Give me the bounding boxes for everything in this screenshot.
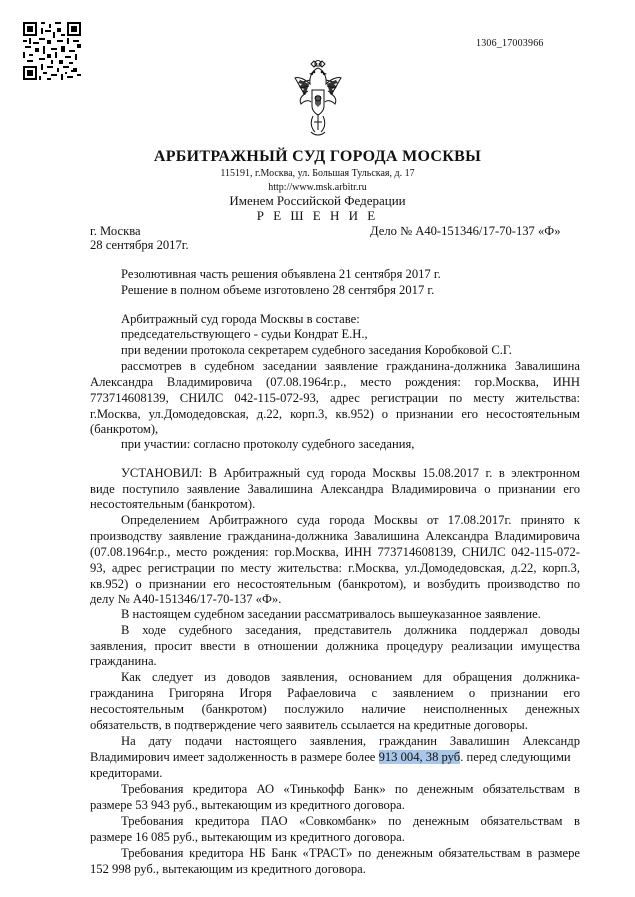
body-line-14: Как следует из доводов заявления, основанием для обращения должника-	[121, 670, 580, 684]
composition-line-6: 773714608139, СНИЛС 042-115-072-93, адрес регистрации по месту жительства:	[90, 391, 580, 405]
body-line-1: УСТАНОВИЛ: В Арбитражный суд города Москвы 15.08.2017 г. в электронном	[121, 466, 580, 480]
body-line-15: гражданина Григоряна Игоря Рафаеловича с заявлением о признании его	[90, 686, 580, 700]
court-website: http://www.msk.arbitr.ru	[268, 182, 367, 193]
qr-code	[23, 22, 81, 80]
body-line-11: В ходе судебного заседания, представитель должника поддержал доводы	[121, 623, 580, 637]
body-line-16: несостоятельным (банкротом) послужило наличие неисполненных денежных	[90, 702, 580, 716]
composition-line-8: (банкротом),	[90, 422, 159, 436]
body-line-24: размере 16 085 руб., вытекающим из кредитного договора.	[90, 830, 405, 844]
document-id: 1306_17003966	[476, 38, 544, 49]
body-line-5: производству заявление гражданина-должника Завалишина Александра Владимировича	[90, 529, 580, 543]
body-line-8: кв.952) о признании его несостоятельным (банкротом), и возбудить производство по	[90, 577, 580, 591]
composition-line-2: председательствующего - судьи Кондрат Е.Н.,	[121, 327, 368, 341]
court-address: 115191, г.Москва, ул. Большая Тульская, д. 17	[220, 168, 415, 179]
body-line-6: (07.08.1964г.р., место рождения: гор.Москва, ИНН 773714608139, СНИЛС 042-115-072-	[90, 545, 580, 559]
announced-line: Резолютивная часть решения объявлена 21 сентября 2017 г.	[121, 267, 441, 281]
body-line-23: Требования кредитора ПАО «Совкомбанк» по денежным обязательствам в	[121, 814, 580, 828]
made-in-full-line: Решение в полном объеме изготовлено 28 сентября 2017 г.	[121, 283, 435, 297]
in-the-name-line: Именем Российской Федерации	[229, 193, 406, 208]
decision-title: Р Е Ш Е Н И Е	[256, 208, 379, 223]
debt-amount-highlight: 913 004, 38 руб	[378, 750, 461, 764]
body-line-19-start: Владимирович имеет задолженность в размере более	[90, 750, 376, 764]
body-line-26: 152 998 руб., вытекающим из кредитного договора.	[90, 862, 366, 876]
composition-line-5: Александра Владимировича (07.08.1964г.р., место рождения: гор.Москва, ИНН	[90, 375, 580, 389]
body-line-2: виде поступило заявление Завалишина Александра Владимировича о признании его	[90, 482, 580, 496]
composition-line-9: при участии: согласно протоколу судебного заседания,	[121, 437, 415, 451]
body-line-18: На дату подачи настоящего заявления, гражданин Завалишин Александр	[121, 734, 580, 748]
coat-of-arms-icon	[293, 60, 343, 140]
body-line-22: размере 53 943 руб., вытекающим из кредитного договора.	[90, 798, 405, 812]
body-line-25: Требования кредитора НБ Банк «ТРАСТ» по денежным обязательствам в размере	[121, 846, 580, 860]
composition-line-4: рассмотрев в судебном заседании заявление гражданина-должника Завалишина	[121, 359, 580, 373]
body-line-13: гражданина.	[90, 654, 157, 668]
case-number: Дело № А40-151346/17-70-137 «Ф»	[370, 224, 561, 238]
composition-line-7: г.Москва, ул.Домодедовская, д.22, корп.3, кв.952) о признании его несостоятельным	[90, 407, 580, 421]
body-line-19	[90, 750, 580, 764]
city: г. Москва	[90, 224, 141, 238]
court-name: АРБИТРАЖНЫЙ СУД ГОРОДА МОСКВЫ	[153, 148, 482, 165]
body-line-20: кредиторами.	[90, 766, 163, 780]
body-line-21: Требования кредитора АО «Тинькофф Банк» по денежным обязательствам в	[121, 782, 580, 796]
body-line-10: В настоящем судебном заседании рассматривалось вышеуказанное заявление.	[121, 607, 541, 621]
body-line-19-end: . перед следующими	[460, 750, 571, 764]
body-line-12: заявления, просит ввести в отношении должника процедуру реализации имущества	[90, 639, 580, 653]
composition-line-3: при ведении протокола секретарем судебного заседания Коробковой С.Г.	[121, 343, 512, 357]
body-line-17: обязательств, в подтверждение чего заявитель ссылается на кредитные договоры.	[90, 718, 528, 732]
body-line-3: несостоятельным (банкротом).	[90, 497, 256, 511]
body-line-4: Определением Арбитражного суда города Москвы от 17.08.2017г. принято к	[121, 513, 580, 527]
composition-line-1: Арбитражный суд города Москвы в составе:	[121, 312, 360, 326]
body-line-9: делу № А40-151346/17-70-137 «Ф».	[90, 592, 282, 606]
decision-date: 28 сентября 2017г.	[90, 238, 189, 252]
body-line-7: 93, адрес регистрации по месту жительства: г.Москва, ул.Домодедовская, д.22, корп.3,	[90, 561, 580, 575]
